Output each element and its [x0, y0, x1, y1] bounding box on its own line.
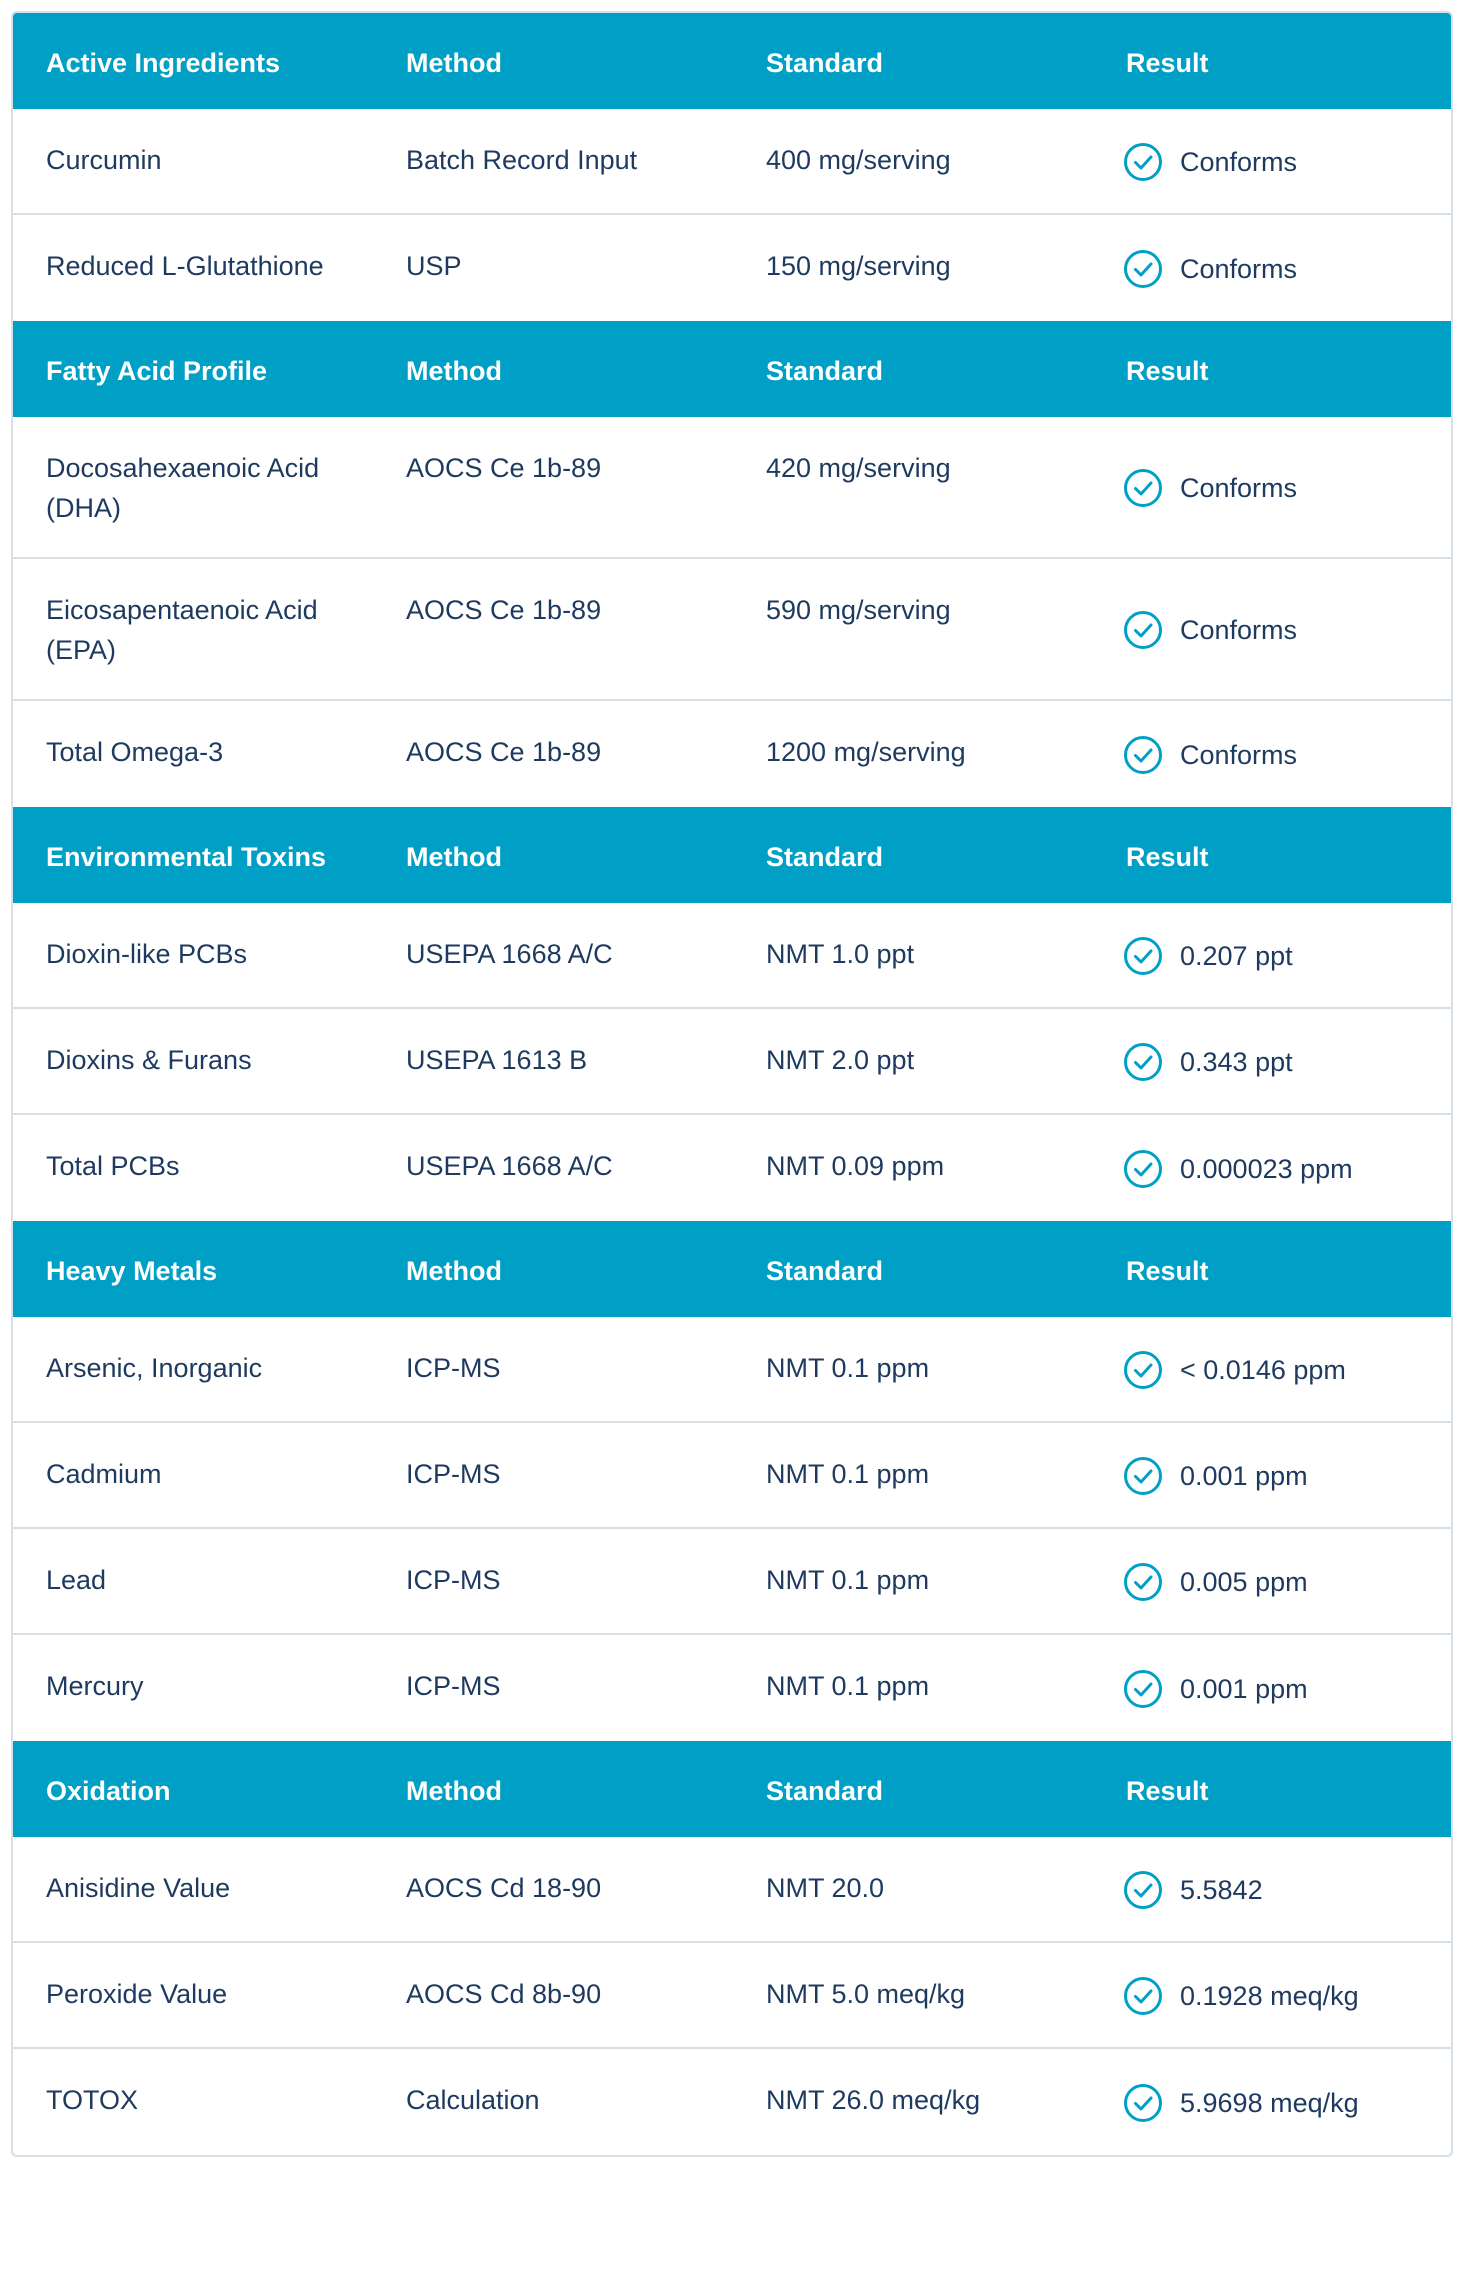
result-column-header: Result [1126, 1776, 1209, 1806]
check-circle-icon [1123, 142, 1163, 182]
result-value: Conforms [1180, 473, 1298, 503]
section-title: Heavy Metals [46, 1256, 218, 1286]
test-method: ICP-MS [406, 1459, 501, 1489]
test-name: Dioxin-like PCBs [46, 939, 248, 969]
test-standard: NMT 0.1 ppm [766, 1565, 930, 1595]
test-standard: 150 mg/serving [766, 251, 951, 281]
section-title: Active Ingredients [46, 48, 281, 78]
table-row [13, 417, 1451, 559]
method-column-header: Method [406, 842, 502, 872]
test-name: Total PCBs [46, 1151, 180, 1181]
test-standard: 1200 mg/serving [766, 737, 966, 767]
section-rows-active-ingredients [13, 109, 1451, 321]
table-row [13, 1837, 1451, 1943]
result-value: Conforms [1180, 615, 1298, 645]
result-value: 5.9698 meq/kg [1180, 2088, 1359, 2118]
test-standard: NMT 5.0 meq/kg [766, 1979, 966, 2009]
test-method: AOCS Cd 8b-90 [406, 1979, 602, 2009]
test-name: Peroxide Value [46, 1979, 228, 2009]
test-method: USP [406, 251, 462, 281]
test-standard: NMT 1.0 ppt [766, 939, 915, 969]
test-name: Dioxins & Furans [46, 1045, 252, 1075]
section-header-active-ingredients [13, 13, 1451, 109]
test-standard: 590 mg/serving [766, 595, 951, 625]
check-circle-icon [1123, 1669, 1163, 1709]
result-value: 0.343 ppt [1180, 1047, 1293, 1077]
test-method: AOCS Ce 1b-89 [406, 595, 602, 625]
test-name: Lead [46, 1565, 107, 1595]
test-method: AOCS Ce 1b-89 [406, 737, 602, 767]
section-rows-oxidation [13, 1837, 1451, 2155]
test-method: Batch Record Input [406, 145, 638, 175]
result-value: Conforms [1180, 254, 1298, 284]
table-row [13, 701, 1451, 807]
method-column-header: Method [406, 1256, 502, 1286]
result-value: 0.1928 meq/kg [1180, 1981, 1359, 2011]
test-result [1093, 1974, 1451, 2018]
test-name: Docosahexaenoic Acid (DHA) [46, 453, 320, 523]
table-row [13, 1943, 1451, 2049]
test-method: AOCS Ce 1b-89 [406, 453, 602, 483]
check-circle-icon [1123, 1042, 1163, 1082]
result-value: < 0.0146 ppm [1180, 1355, 1346, 1385]
test-method: Calculation [406, 2085, 540, 2115]
standard-column-header: Standard [766, 356, 884, 386]
check-circle-icon [1123, 1456, 1163, 1496]
test-name: Cadmium [46, 1459, 162, 1489]
section-header-fatty-acid-profile [13, 321, 1451, 417]
section-header-environmental-toxins [13, 807, 1451, 903]
test-method: ICP-MS [406, 1353, 501, 1383]
result-value: 5.5842 [1180, 1875, 1263, 1905]
section-title: Environmental Toxins [46, 842, 327, 872]
test-standard: 400 mg/serving [766, 145, 951, 175]
table-row [13, 903, 1451, 1009]
test-method: USEPA 1613 B [406, 1045, 588, 1075]
table-row [13, 1423, 1451, 1529]
test-method: USEPA 1668 A/C [406, 1151, 613, 1181]
result-value: Conforms [1180, 147, 1298, 177]
check-circle-icon [1123, 610, 1163, 650]
check-circle-icon [1123, 2083, 1163, 2123]
test-result [1093, 2080, 1451, 2126]
analysis-results-table [11, 11, 1453, 2157]
result-value: 0.000023 ppm [1180, 1154, 1353, 1184]
table-row [13, 2049, 1451, 2155]
test-method: AOCS Cd 18-90 [406, 1873, 602, 1903]
result-value: 0.005 ppm [1180, 1567, 1308, 1597]
check-circle-icon [1123, 1350, 1163, 1390]
test-result [1093, 732, 1451, 778]
test-name: Curcumin [46, 145, 162, 175]
test-result [1093, 448, 1451, 528]
result-column-header: Result [1126, 842, 1209, 872]
test-result [1093, 590, 1451, 670]
section-rows-environmental-toxins [13, 903, 1451, 1221]
test-name: Eicosapentaenoic Acid (EPA) [46, 595, 318, 665]
result-value: 0.207 ppt [1180, 941, 1293, 971]
test-result [1093, 934, 1451, 978]
test-name: Arsenic, Inorganic [46, 1353, 263, 1383]
table-row [13, 559, 1451, 701]
result-column-header: Result [1126, 1256, 1209, 1286]
check-circle-icon [1123, 1562, 1163, 1602]
test-result [1093, 1146, 1451, 1192]
test-result [1093, 140, 1451, 184]
section-title: Fatty Acid Profile [46, 356, 268, 386]
test-name: TOTOX [46, 2085, 139, 2115]
result-value: 0.001 ppm [1180, 1461, 1308, 1491]
result-value: 0.001 ppm [1180, 1674, 1308, 1704]
test-standard: 420 mg/serving [766, 453, 951, 483]
test-name: Anisidine Value [46, 1873, 231, 1903]
test-method: USEPA 1668 A/C [406, 939, 613, 969]
standard-column-header: Standard [766, 48, 884, 78]
section-header-heavy-metals [13, 1221, 1451, 1317]
test-name: Total Omega-3 [46, 737, 224, 767]
test-result [1093, 1348, 1451, 1392]
test-result [1093, 246, 1451, 292]
test-result [1093, 1666, 1451, 1712]
standard-column-header: Standard [766, 842, 884, 872]
table-row [13, 1317, 1451, 1423]
check-circle-icon [1123, 1870, 1163, 1910]
table-row [13, 215, 1451, 321]
table-row [13, 1529, 1451, 1635]
test-result [1093, 1560, 1451, 1604]
table-row [13, 109, 1451, 215]
table-row [13, 1635, 1451, 1741]
test-standard: NMT 26.0 meq/kg [766, 2085, 981, 2115]
result-column-header: Result [1126, 48, 1209, 78]
method-column-header: Method [406, 356, 502, 386]
method-column-header: Method [406, 1776, 502, 1806]
test-standard: NMT 20.0 [766, 1873, 885, 1903]
check-circle-icon [1123, 1149, 1163, 1189]
test-result [1093, 1868, 1451, 1912]
test-result [1093, 1454, 1451, 1498]
test-standard: NMT 0.1 ppm [766, 1459, 930, 1489]
test-method: ICP-MS [406, 1671, 501, 1701]
result-column-header: Result [1126, 356, 1209, 386]
test-result [1093, 1040, 1451, 1084]
test-standard: NMT 0.1 ppm [766, 1671, 930, 1701]
section-rows-fatty-acid-profile [13, 417, 1451, 807]
check-circle-icon [1123, 735, 1163, 775]
standard-column-header: Standard [766, 1256, 884, 1286]
standard-column-header: Standard [766, 1776, 884, 1806]
test-standard: NMT 0.09 ppm [766, 1151, 945, 1181]
test-method: ICP-MS [406, 1565, 501, 1595]
check-circle-icon [1123, 249, 1163, 289]
check-circle-icon [1123, 468, 1163, 508]
section-title: Oxidation [46, 1776, 171, 1806]
test-name: Mercury [46, 1671, 144, 1701]
method-column-header: Method [406, 48, 502, 78]
table-row [13, 1009, 1451, 1115]
check-circle-icon [1123, 936, 1163, 976]
check-circle-icon [1123, 1976, 1163, 2016]
test-standard: NMT 0.1 ppm [766, 1353, 930, 1383]
result-value: Conforms [1180, 740, 1298, 770]
test-name: Reduced L-Glutathione [46, 251, 324, 281]
section-header-oxidation [13, 1741, 1451, 1837]
test-standard: NMT 2.0 ppt [766, 1045, 915, 1075]
section-rows-heavy-metals [13, 1317, 1451, 1741]
table-row [13, 1115, 1451, 1221]
